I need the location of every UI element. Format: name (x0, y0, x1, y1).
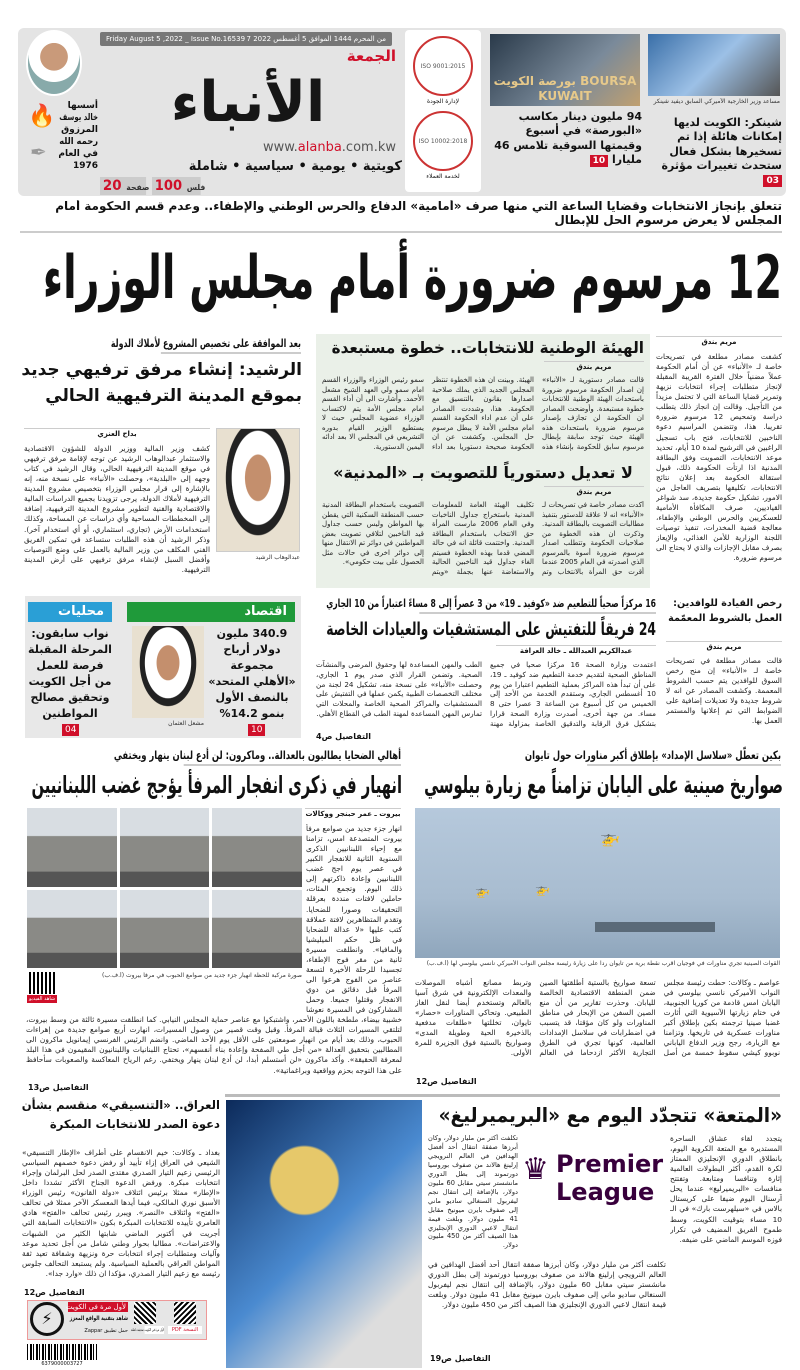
section-tag-economy[interactable]: اقتصاد (127, 602, 295, 622)
dateline: Friday August 5 ,2022 _ Issue No.16539 7 من المحرم 1444 الموافق 5 أغسطس 2022 (100, 32, 392, 46)
commission-story: قالت مصادر دستورية لـ «الأنباء» إن اصدار الحكومة مرسوم ضرورة باستحداث الهيئة الوطنية للانتخابات خطوة مستبعدة. وأوضحت المصادر ان الحكومة لن تجازف بإصدار مرسوم ضرورة باستحداث هذه الهيئة حيث توجد سابقة بإبطال مرسوم سابق للحكومة بإنشاء هذه الهيئة. وبينت ان هذه الخطوة تنتظر المجلس الجديد الذي يملك صلاحية اصدارها بقانون بالتنسيق مع الحكومة. هذا، وشددت المصادر على أن عدم اداء الحكومة القسم امام مجلس الأمة لا يبطل مرسوم حل المجلس. وكشفت عن ان الحكومة صحيحة دستوريا بعد اداء سمو رئيس الوزراء والوزراء القسم امام سمو ولي العهد الشيخ مشعل الأحمد. وأشارت الى أن أداء القسم امام مجلس الأمة يتم لاكتساب الوزراء عضوية المجلس حيث لا يستطيع الوزير القيام بدوره التشريعي في المجلس الا بعد ادائه اليمين الدستورية. (322, 376, 644, 451)
civil-id-story: أكدت مصادر خاصة في تصريحات لـ «الأنباء» انه لا علاقة للدستور بتنفيذ مطالبات التصويت بالبطاقة المدنية. وذكرت ان هذه الخطوة من صلاحيات الحكومة وتتطلب اصدار مرسوم ضرورة أسوة بالمرسوم الذي اصدرته في العام 2005 عندما أقرت حق المرأة بالانتخاب وتم تكليف الهيئة العامة للمعلومات المدنية باستخراج جداول الناخبات وفي العام 2006 مارست المرأة حق الانتخاب باستخدام البطاقة المدنية. واختتمت قائلة انه في حالة المضي قدما بهذه الخطوة فسيتم الغاء جداول قيد الناخبين الحالية والاستعاضة عنها بجملة «ويتم التصويت باستخدام البطاقة المدنية حسب المنطقة السكنية التي يقطن بها المواطن وليس حسب جداول قيد الناخبين لتلافي تصويت بعض المواطنين في دوائر تم الانتقال منها إلى دوائر اخرى في حالات مثل الحصول على بيت حكومي». (322, 501, 644, 576)
civil-id-headline[interactable]: لا تعديل دستورياً للتصويت بـ «المدنية» (333, 463, 633, 482)
lebanon-story: انهار جزء جديد من صوامع مرفأ بيروت المتصدعة امس، تزامنا مع إحياء اللبنانيين الذكرى السنوية الثانية للانفجار الكبير في عصر يوم اجج غضب اللبنانيين وإعادة ذاكرتهم إلى ذلك اليوم. وتجمع المئات، حاملين لافتات منددة بعرقلة التحقيقات وصورا للضحايا. وتقدم المتظاهرين لافتة عملاقة كتب عليها «لا عدالة للضحايا في ظل حكم الميليشيا والمافيا». وانطلقت مسيرة ثانية من مقر فوج الإطفاء، تجسيدا للرحلة الأخيرة لتسعة عناصر من الفوج هرعوا الى المرفأ قبل دقائق من دوي الانفجار وقتلوا جميعا. وحمل المشاركون في المسيرة نعوشا خشبية بيضاء، ملطخة باللون الأحمر، واشتبكوا مع عناصر حماية المجلس النيابي. كما انطلقت مسيرة ثالثة من وسط بيروت، لتلتقي المسيرات الثلاث قبالة المرفأ. وقبل وقت قصير من وصول المسيرات، انهارت أربع صوامع جديدة من إهراءات الحبوب، وذلك بعد أيام من انهيار صومعتين على الأقل يوم الأحد الماضي. وانضم الرئيس الفرنسي إيمانويل ماكرون الى المطالبين بتحقيق العدالة «من أجل طي الصفحة وإعادة بناء أنفسهم»، تحتاج اللبنانيات واللبنانيون المقيمون في هذا البلد لمعرفة الحقيقة». وأكد ماكرون «لن أستسلم أبدا، لن أدع لبنان ينهار ويختفي. رغم الرياح المعاكسة والصعوبات سأحافظ على هذا التوجه بحزم وواقعية وبراغماتية». (26, 824, 402, 1075)
qr-code[interactable] (134, 1302, 156, 1324)
licenses-headline[interactable]: رخص القيادة للوافدين: العمل بالشروط المعمّمة (668, 598, 782, 625)
premier-league-logo-text: Premier (556, 1150, 664, 1178)
ship-shape (595, 922, 715, 932)
photo-caption: عبدالوهاب الرشيد (255, 554, 300, 561)
premier-headline[interactable]: «المتعة» تتجدّد اليوم مع «البريميرليغ» (438, 1103, 782, 1127)
taiwan-kicker: بكين تعطّل «سلاسل الإمداد» بإطلاق أكبر مناورات حول تايوان (587, 748, 781, 766)
covid-story: اعتمدت وزارة الصحة 16 مركزا صحيا في جميع المناطق الصحية لتقديم خدمة التطعيم ضد كوفيد ـ 19، على أن تبدأ هذه المراكز بعملية التطعيم اعتبارا من يوم 10 أغسطس الجاري، وستقدم الخدمة من الأحد إلى الخميس من كل أسبوع من الساعة 3 عصرا حتى 8 مساء. من جهة أخرى، أصدرت وزارة الصحة قرارا بتشكيل فرق الرقابة والتدقيق الخاصة بمزاولة مهنة الطب والمهن المساعدة لها وحقوق المرضى والمنشآت الصحية. وتضمن القرار الذي صدر يوم 1 الجاري، وحصلت «الأنباء» على نسخة منه، تشكيل 24 لجنة من مختلف التخصصات الطبية يكمن عملها في التفتيش على المستشفيات والمراكز الصحية الخاصة والمحلات التي تمارس المهن المساعدة لمهنة الطب في القطاع الأهلي. (316, 660, 656, 728)
helicopter-icon: 🚁 (535, 882, 550, 896)
photo-caption: القوات الصينية تجري مناورات في فوجيان اقرب نقطة برية من تايوان ردا على زيارة رئيسة مجلس النواب الأميركي نانسي بيلوسي لها (أ.ف.ب) (426, 960, 780, 967)
iso-seal: ISO 9001:2015 (413, 36, 473, 96)
covid-headline[interactable]: 24 فريقاً للتفتيش على المستشفيات والعيادات الخاصة (326, 619, 656, 640)
schenker-photo (648, 34, 780, 96)
taiwan-story: عواصم ـ وكالات: حطت رئيسة مجلس النواب الأميركي نانسي بيلوسي في اليابان امس قادمة من كوريا الجنوبية، في ختام زيارتها الآسيوية التي أثارت غضبا صينيا ترجمته بكين بإطلاق أكبر مناورات عسكرية في تاريخها. وتزامنا مع الزيارة، رجح وزير الدفاع الياباني نوبوو كيشي سقوط خمسة من أصل تسعة صواريخ بالستية أطلقتها الصين ضمن المنطقة الاقتصادية الخالصة لليابان. وحذرت تقارير من أن منع الصين السفن من الإبحار في مناطق المناورات ولو كان مؤقتا، قد يتسبب في اضطرابات في سلاسل الإمدادات العالمية، كونها تجري في الطرق التجارية الأكثر ازدحاما في العالم وتربط مصانع أشباه الموصلات والمعدات الإلكترونية في شرق آسيا بالعالم وتستخدم أيضا لنقل الغاز الطبيعي. وتحاكي المناورات «حصار» تايوان، تخللتها «طلقات مدفعية بالذخيرة الحية وطويلة المدى» وصواريخ بالستية فوق الجزيرة للمرة الأولى. (415, 978, 780, 1058)
military-photo (415, 808, 780, 958)
teaser-bourse[interactable]: 94 مليون دينار مكاسب «البورصة» في أسبوع وقيمتها السوقية تلامس 46 مليارا 10 (494, 110, 642, 166)
pen-nib-icon: ✒ (30, 140, 47, 164)
premier-story-right: يتجدد لقاء عشاق الساحرة المستديرة مع المتعة الكروية اليوم، بانطلاق الدوري الإنجليزي الممتاز لكرة القدم، أكثر البطولات العالمية إثارة وتنافسا ومتابعة. وتفتتح منافسات «البريميرليغ» عندما يحل آرسنال اليوم ضيفا على كريستال بالاس في «سيلهرست بارك» في الـ 10 مساء بتوقيت الكويت، وسط طموح الفريق المضيف في تكرار فوزه الموسم الماضي على ضيفه. (670, 1134, 782, 1244)
helicopter-icon: 🚁 (475, 884, 490, 898)
flame-icon: 🔥 (28, 104, 56, 129)
lead-headline[interactable]: 12 مرسوم ضرورة أمام مجلس الوزراء (42, 243, 782, 313)
iso-badges: ISO 9001:2015 لإدارة الجودة ISO 10002:2018 لخدمة العملاء (405, 30, 481, 192)
iso-seal: ISO 10002:2018 (413, 111, 473, 171)
lead-story: كشفت مصادر مطلعة في تصريحات خاصة لـ «الأنباء» عن أن أمام الحكومة عملاً مضنياً خلال الفترة القريبة المقبلة لإنجاز متطلبات إجراء انتخابات نزيهة وتمرير قضايا الساعة التي لا تحتمل مزيداً من التأجيل. وقالت إن انجاز ذلك يتطلب دراسة وتمحيص 12 مرسوم ضرورة تقريبا. هذا، وتتضمن المراسيم دعوة الناخبين للانتخابات، فتح باب تسجيل الراغبين في الترشيح لمدة 10 أيام، تحديد موعد الانتخابات، التصويت وفق البطاقة المدنية اذا ارتأت الحكومة ذلك، قبول استقالة الحكومة بعد إعلان نتائج الانتخابات، تكليفها بتصريف العاجل من الامور، تشكيل حكومة جديدة، سد شواغر القياديين، صرف المكافأة الأمامية للعسكريين والحرس الوطني والإطفاء، معالجة قضية المخدرات، تنفيذ توصيات اللجنة الوزارية للأمن الغذائي، والإيعاز بصرف مقابل الإجازات والذي لا يحتاج الى مرسوم ضرورة. (656, 352, 782, 563)
price: 100 فلس (152, 177, 201, 195)
premier-story-left-top: تكلفت أكثر من مليار دولار، وكان أبرزها صفقة انتقال أحد أفضل الهدافين في العالم النرويجي إرلينغ هالاند من صفوف بوروسيا دورتموند إلى بطل الدوري مانشستر سيتي مقابل 60 مليون دولار، بالإضافة إلى انتقال نجم ليفربول السنغالي ساديو ماني إلى صفوف بايرن ميونيخ مقابل 41 مليون دولار. وبلغت قيمة انتقال لاعبي الدوري الإنجليزي هذا الصيف أكثر من 450 مليون دولار. (428, 1134, 518, 1250)
founder-note: أسسها خالد يوسف المرزوق رحمه الله في العام 1976 (58, 101, 98, 171)
zappar-logo: ⚡ (30, 1302, 64, 1336)
premier-league-logo-text: League (556, 1178, 655, 1206)
website-link[interactable]: www.alanba.com.kw (262, 140, 396, 155)
lion-icon: ♛ (522, 1152, 549, 1187)
issue-day: الجمعة (346, 47, 396, 65)
local-headline[interactable]: نواب سابقون: المرحلة المقبلة فرصة للعمل من أجل الكويت وتحقيق مصالح المواطنين (28, 627, 112, 720)
iraq-story: بغداد ـ وكالات: خيم الانقسام على أطراف «الإطار التنسيقي» الشيعي في العراق إزاء تأييد أو رفض دعوة خصمهم السياسي الرئيسي زعيم التيار الصدري مقتدى الصدر لحل البرلمان وإجراء انتخابات مبكرة. ورفض الدعوة الجناح الأكثر تشددا داخل «الإطار» ممثلا برئيس ائتلاف «دولة القانون» رئيس الوزراء الأسبق نوري المالكي، فيما أيدها المعسكر الآخر ممثلا في تحالف «الفتح» وائتلاف «النصر». ويبرر رئيس تحالف «الفتح» هادي العامري تأييده للانتخابات المبكرة بكون «الانتخابات السابقة التي أجريت في أكتوبر الماضي شابتها الكثير من الشبهات والاعتراضات». مطالبا بحوار وطني شامل من أجل تحديد موعد وآليات ومتطلبات إجراء انتخابات حرة ونزيهة وشفافة تعيد ثقة المواطن العراقي بالعملية السياسية. ولم يستبعد التحالف جلوس رئيسه مع زعيم التيار الصدري، مؤكدا ان ذلك «وارد جدا». (22, 1148, 220, 1278)
photo-caption: مساعد وزير الخارجية الأميركي السابق ديفيد شينكر (653, 98, 780, 105)
rasheed-byline: بداح العنزي (24, 428, 210, 441)
licenses-story: قالت مصادر مطلعة في تصريحات خاصة لـ «الأنباء» إن منح رخص السوق للوافدين يتم حسب الشروط المعممة. وكشفت المصادر عن انه لا شروط جديدة ولا تعديلات إضافية على الضوابط التي تم إعلانها والمستمر العمل بها. (666, 656, 782, 726)
lead-byline: مريم بندق (656, 336, 782, 349)
page-number: 10 (248, 724, 265, 736)
photo-spacer (26, 824, 306, 1006)
rasheed-story: كشف وزير المالية ووزير الدولة للشؤون الاقتصادية والاستثمار عبدالوهاب الرشيد عن توجه لإقامة مرفق ترفيهي في موقع المدينة الترفيهية الحالي، وقال الرشيد في كتاب وجهه إلى «البلدية»، وحصلت «الأنباء» على نسخة منه، إنه بالإشارة إلى قرار مجلس الوزراء بتخصيص مشروع المدينة الترفيهية لأملاك الدولة، يرجى تزويدنا بجميع الدراسات المالية والاقتصادية والفنية لتطوير مشروع المدينة الترفيهية، إضافة إلى المخططات المساحية وأي دراسات عن المساحة، وكذلك استخدامات الأرض (تجاري، استثماري، أو أي استخدام آخر). وذكر الرشيد أن هذه الطلبات ستساعد في تمكين الفريق الفني المكلف من وزير المالية بالعمل على وضع التوصيات وأفضل السبل لإنشاء مرفق ترفيهي على أرض المدينة الترفيهية. (24, 444, 210, 574)
qr-code[interactable] (174, 1302, 196, 1324)
taiwan-headline[interactable]: صواريخ صينية على اليابان تزامناً مع زيارة بيلوسي (424, 771, 783, 799)
newspaper-logo: الأنباء (170, 70, 326, 135)
iraq-headline[interactable]: العراق.. «التنسيقي» منقسم بشأن دعوة الصدر للانتخابات المبكرة (21, 1098, 220, 1131)
divider (225, 1094, 780, 1097)
teaser-schenker[interactable]: شينكر: الكويت لديها إمكانات هائلة إذا تم تسخيرها بشكل فعال ستحدث تغييرات مؤثرة 03 (661, 116, 782, 187)
section-tag-local[interactable]: محليات (28, 602, 112, 622)
economy-photo (132, 626, 204, 718)
founder-photo (26, 30, 82, 96)
rasheed-photo (216, 428, 300, 552)
helicopter-icon: 🚁 (600, 828, 620, 847)
lebanon-byline: بيروت ـ عمر حبنجر ووكالات (305, 808, 401, 821)
bourse-photo: بورصة الكويت BOURSA KUWAIT (490, 34, 640, 106)
photo-caption: صورة مركبة للحظة انهيار جزء جديد من صوامع الحبوب في مرفأ بيروت (أ.ف.ب) (102, 972, 302, 979)
page-number: 04 (62, 724, 79, 736)
lebanon-headline[interactable]: انهيار في ذكرى انفجار المرفأ يؤجج غضب اللبنانيين (31, 771, 402, 799)
rasheed-kicker: بعد الموافقة على تخصيص المشروع لأملاك الدولة (161, 336, 301, 354)
video-label[interactable]: شاهد الفيديو (28, 996, 56, 1002)
lead-kicker: تتعلق بإنجاز الانتخابات وقضايا الساعة التي منها صرف «أمامية» الدفاع والحرس الوطني والإطفاء.. وعدم قسم الحكومة أمام المجلس لا يعرض مرسوم الحل للإبطال (20, 200, 782, 233)
covid-kicker: 16 مركزاً صحياً للتطعيم ضد «كوفيد ـ 19» من 3 عصراً إلى 8 مساءً اعتباراً من 10 الجاري (419, 596, 656, 614)
page-count: 20 صفحة (100, 177, 146, 195)
commission-headline[interactable]: الهيئة الوطنية للانتخابات.. خطوة مستبعدة (331, 338, 644, 357)
tagline: كويتية • يومية • سياسية • شاملة (188, 159, 402, 174)
lebanon-kicker: أهالي الضحايا يطالبون بالعدالة.. وماكرون: لن أدع لبنان ينهار ويختفي (184, 748, 401, 766)
rasheed-headline[interactable]: الرشيد: إنشاء مرفق ترفيهي جديد بموقع المدينة الترفيهية الحالي (21, 360, 302, 406)
economy-headline[interactable]: 340.9 مليون دولار أرباح مجموعة «الأهلي المتحد» بالنصف الأول بنمو 14.2% (208, 627, 296, 720)
trophy-photo (226, 1100, 422, 1368)
premier-story-left: تكلفت أكثر من مليار دولار، وكان أبرزها صفقة انتقال أحد أفضل الهدافين في العالم النرويجي إرلينغ هالاند من صفوف بوروسيا دورتموند إلى بطل الدوري مانشستر سيتي مقابل 60 مليون دولار، بالإضافة إلى انتقال نجم ليفربول السنغالي ساديو ماني إلى صفوف بايرن ميونيخ مقابل 41 مليون دولار. وبلغت قيمة انتقال لاعبي الدوري الإنجليزي هذا الصيف أكثر من 450 مليون دولار. (428, 1260, 666, 1310)
barcode (27, 1344, 97, 1360)
